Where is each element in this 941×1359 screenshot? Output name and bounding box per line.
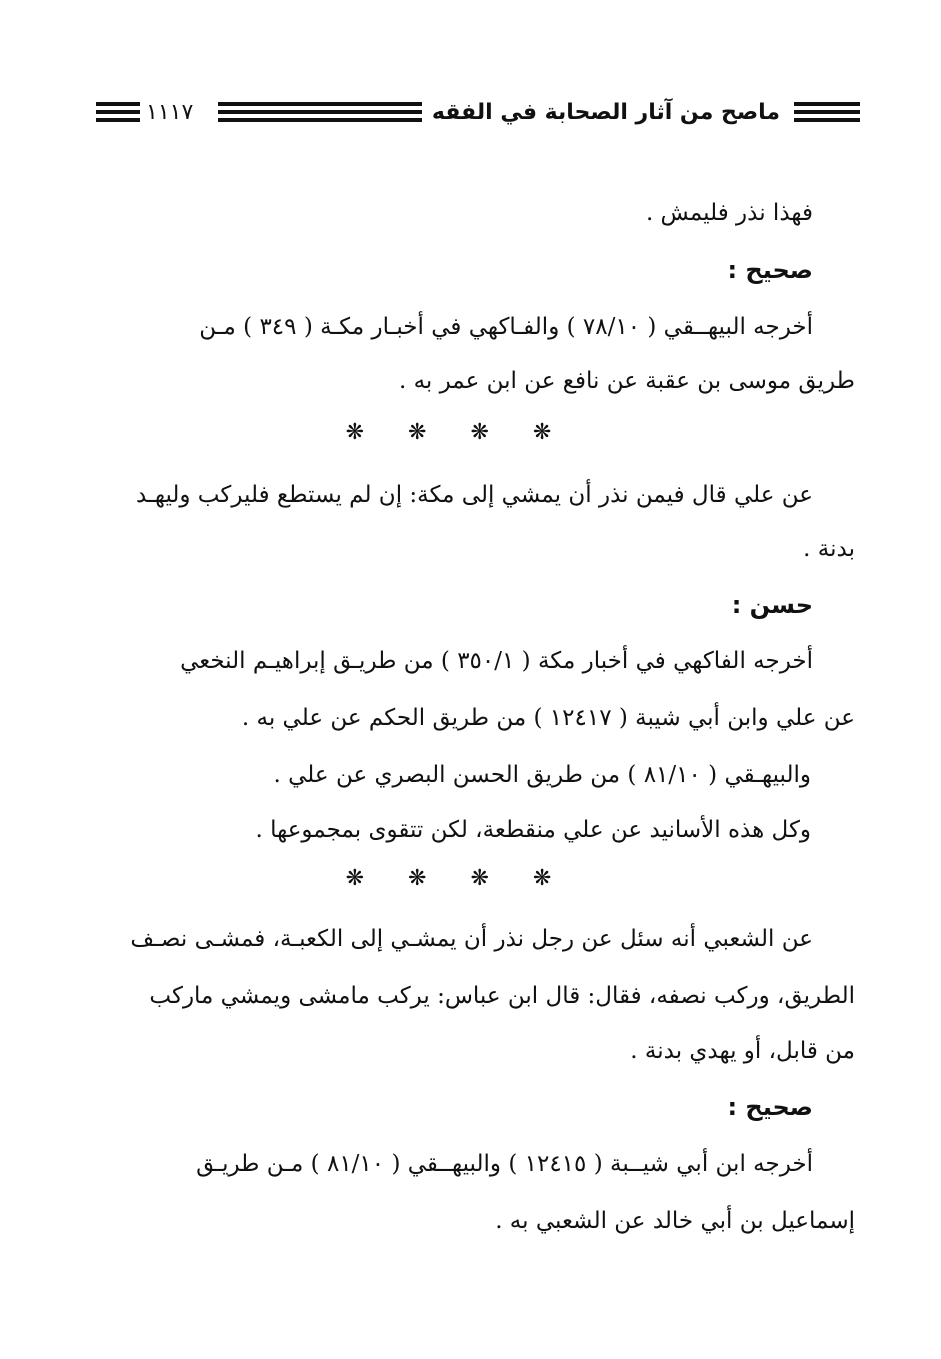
text-line: وكل هذه الأسانيد عن علي منقطعة، لكن تتقوى بمجموعها . [255, 817, 811, 843]
text-line: طريق موسى بن عقبة عن نافع عن ابن عمر به . [398, 368, 855, 394]
header-rule-right [794, 102, 860, 124]
header-title: ماصح من آثار الصحابة في الفقه [422, 96, 790, 130]
text-line: أخرجه البيهــقي ( ٧٨/١٠ ) والفـاكهي في أخبـار مكـة ( ٣٤٩ ) مـن [199, 314, 813, 340]
text-line: بدنة . [803, 536, 855, 562]
text-line: أخرجه ابن أبي شيــبة ( ١٢٤١٥ ) والبيهــقي ( ٨١/١٠ ) مـن طريـق [196, 1151, 813, 1177]
text-line: الطريق، وركب نصفه، فقال: قال ابن عباس: يركب مامشى ويمشي ماركب [149, 983, 855, 1009]
section-separator: ❋❋❋❋ [345, 866, 596, 891]
grade-heading: صحيح : [727, 1093, 813, 1121]
header-rule-middle [218, 102, 456, 124]
text-line: من قابل، أو يهدي بدنة . [630, 1038, 855, 1064]
grade-heading: صحيح : [727, 256, 813, 284]
text-line: والبيهـقي ( ٨١/١٠ ) من طريق الحسن البصري عن علي . [273, 762, 811, 788]
section-separator: ❋❋❋❋ [345, 420, 596, 445]
text-line: فهذا نذر فليمش . [645, 200, 813, 226]
text-line: عن علي وابن أبي شيبة ( ١٢٤١٧ ) من طريق الحكم عن علي به . [241, 705, 855, 731]
text-line: عن الشعبي أنه سئل عن رجل نذر أن يمشـي إلى الكعبـة، فمشـى نصـف [130, 926, 813, 952]
text-line: إسماعيل بن أبي خالد عن الشعبي به . [495, 1208, 855, 1234]
running-header [96, 96, 860, 130]
page-number: ١١١٧ [142, 96, 197, 130]
header-rule-left [96, 102, 140, 124]
text-line: عن علي قال فيمن نذر أن يمشي إلى مكة: إن لم يستطع فليركب وليهـد [136, 482, 813, 508]
grade-heading: حسن : [731, 591, 813, 619]
text-line: أخرجه الفاكهي في أخبار مكة ( ٣٥٠/١ ) من طريـق إبراهيـم النخعي [180, 648, 813, 674]
